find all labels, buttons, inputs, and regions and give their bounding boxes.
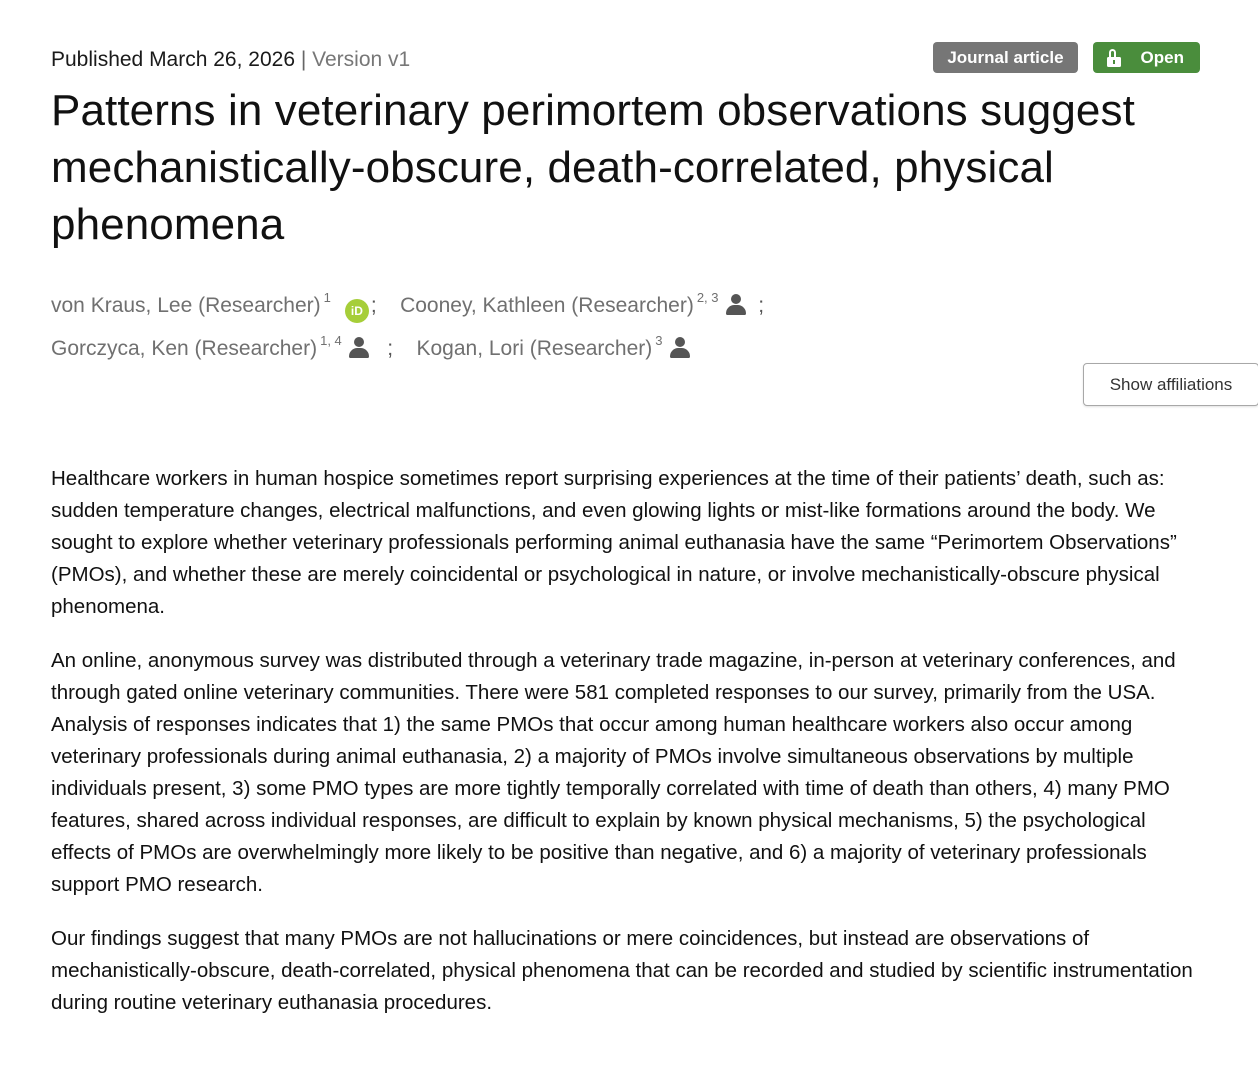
resource-type-badge: Journal article: [933, 42, 1077, 73]
creator-separator: ;: [387, 337, 394, 360]
orcid-icon[interactable]: iD: [345, 299, 369, 323]
abstract: [51, 463, 1211, 1041]
access-status-label: Open: [1140, 48, 1184, 67]
access-status-badge: [1093, 42, 1200, 73]
version-label: Version v1: [312, 48, 411, 71]
abstract-paragraph: Healthcare workers in human hospice sometimes report surprising experiences at the time of their patients’ death, such as: sudden temperature changes, electrical malfunctions, and even glowing lights or mist-like formations around the body. We sought to explore whether veterinary professionals performing animal euthanasia have the same “Perimortem Observations” (PMOs), and whether these are merely coincidental or psychological in nature, or involve mechanistically-obscure physical phenomena.: [51, 467, 1177, 618]
abstract-paragraph: Our findings suggest that many PMOs are not hallucinations or mere coincidences, but instead are observations of mechanistically-obscure, death-correlated, physical phenomena that can be recorded and studied by scientific instrumentation during routine veterinary euthanasia procedures.: [51, 927, 1193, 1014]
unlock-icon: [1107, 49, 1121, 66]
creators-line-2: [51, 319, 1209, 362]
published-date: Published March 26, 2026: [51, 48, 295, 71]
creators-list: [51, 276, 1209, 362]
creator-affiliation-ids: 3: [655, 333, 663, 348]
record-badges: [933, 42, 1200, 73]
creator-link[interactable]: Cooney, Kathleen (Researcher): [400, 294, 694, 317]
record-meta-row: [51, 44, 1209, 78]
creator-separator: ;: [758, 294, 765, 317]
person-icon: [669, 336, 691, 358]
meta-separator: |: [300, 48, 307, 71]
creators-line-1: [51, 276, 1209, 319]
publication-info: [51, 46, 410, 74]
creator-link[interactable]: Gorczyca, Ken (Researcher): [51, 337, 318, 360]
creator-affiliation-ids: 1, 4: [320, 333, 342, 348]
abstract-paragraph: An online, anonymous survey was distributed through a veterinary trade magazine, in-person at veterinary conferences, and through gated online veterinary communities. There were 581 completed responses to our survey, primarily from the USA. Analysis of responses indicates that 1) the same PMOs that occur among human healthcare workers also occur among veterinary professionals during animal euthanasia, 2) a majority of PMOs involve simultaneous observations by multiple individuals present, 3) some PMO types are more tightly temporally correlated with time of death than others, 4) many PMO features, shared across individual responses, are difficult to explain by known physical mechanisms, 5) the psychological effects of PMOs are overwhelmingly more likely to be positive than negative, and 6) a majority of veterinary professionals support PMO research.: [51, 649, 1176, 896]
creator-link[interactable]: von Kraus, Lee (Researcher): [51, 294, 321, 317]
record-title: Patterns in veterinary perimortem observations suggest mechanistically-obscure, death-correlated, physical phenomena: [51, 86, 1135, 249]
person-icon: [348, 336, 370, 358]
person-icon: [725, 293, 747, 315]
creator-affiliation-ids: 2, 3: [696, 290, 719, 305]
creator-separator: ;: [370, 294, 377, 317]
creator-affiliation-ids: 1: [323, 290, 331, 305]
show-affiliations-button[interactable]: Show affiliations: [1083, 363, 1258, 406]
creator-link[interactable]: Kogan, Lori (Researcher): [416, 337, 653, 360]
